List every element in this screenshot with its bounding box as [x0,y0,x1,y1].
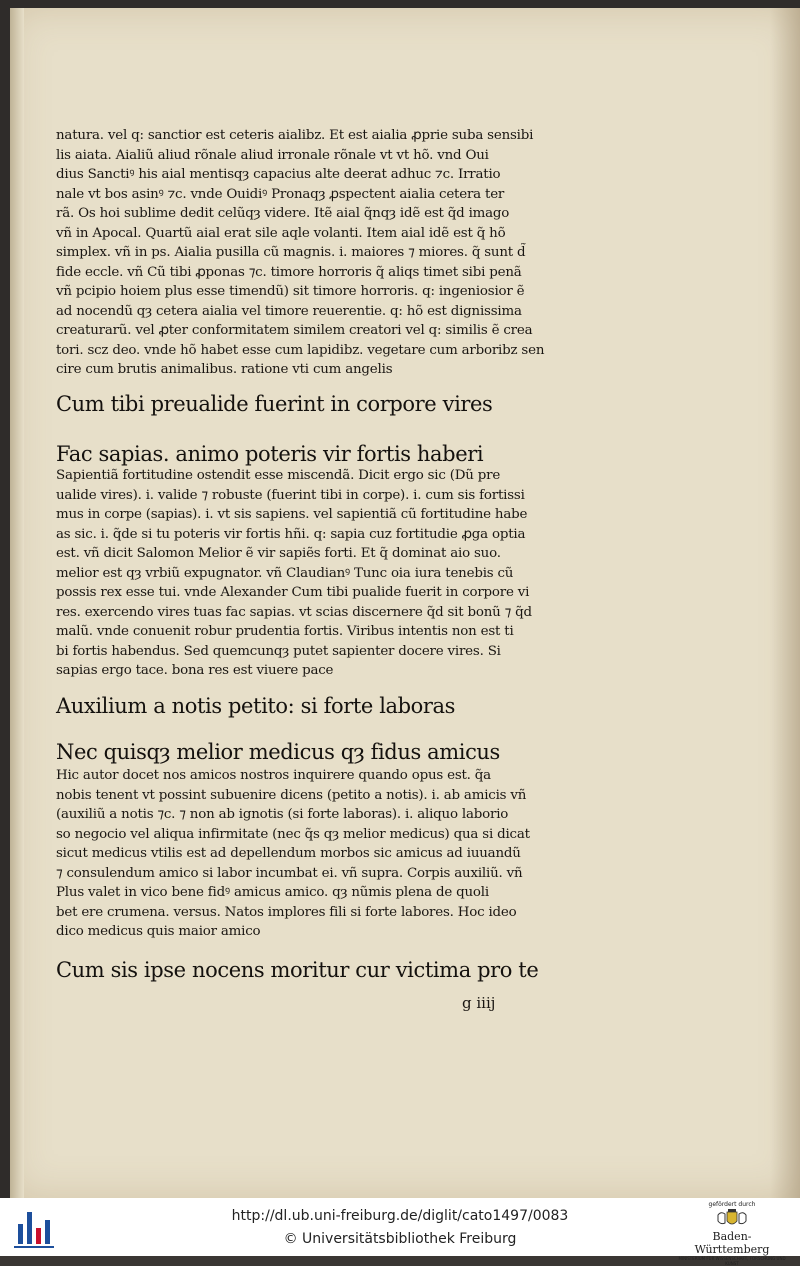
text-line: sapias ergo tace. bona res est viuere pace [56,663,334,678]
text-line: lis aiata. Aialiũ aliud rõnale aliud irronale rõnale vt vt hõ. vnd Oui [56,147,489,163]
text-line: ad nocendũ qȝ cetera aialia vel timore reuerentie. q: hõ est dignissima [56,303,522,319]
text-line: nale vt bos asinꝰ ⁊c. vnde Ouidiꝰ Pronaqȝ ꝓspectent aialia cetera ter [56,186,505,202]
state-crest-icon [715,1209,749,1229]
verse-line: Cum sis ipse nocens moritur cur victima pro te [56,958,539,982]
verse-line: Auxilium a notis petito: si forte laboras [56,694,456,718]
text-line: dius Sanctiꝰ his aial mentisqȝ capacius alte deerat adhuc ⁊c. Irratio [56,167,501,182]
text-line: melior est qȝ vrbiũ expugnator. vñ Claudianꝰ Tunc oia iura tenebis cũ [56,565,514,581]
text-line: ⁊ consulendum amico si labor incumbat ei. vñ supra. Corpis auxiliũ. vñ [56,865,523,881]
text-line: fide eccle. vñ Cũ tibi ꝓponas ⁊c. timore horroris q̃ aliqs timet sibi penã [56,264,522,280]
text-line: vñ pcipio hoiem plus esse timendũ) sit timore horroris. q: ingeniosior ẽ [56,284,525,299]
funding-notice [678,1201,786,1266]
commentary-block-2 [56,466,576,681]
text-line: bet ere crumena. versus. Natos implores fili si forte labores. Hoc ideo [56,904,517,920]
permalink-url[interactable]: http://dl.ub.uni-freiburg.de/diglit/cato1497/0083 [231,1208,569,1224]
text-line: mus in corpe (sapias). i. vt sis sapiens. vel sapientiã cũ fortitudine habe [56,507,528,522]
text-line: nobis tenent vt possint subuenire dicens (petito a notis). i. ab amicis vñ [56,787,527,803]
text-line: simplex. vñ in ps. Aialia pusilla cũ magnis. i. maiores ⁊ miores. q̃ sunt d̃ [56,245,526,260]
text-line: cire cum brutis animalibus. ratione vti cum angelis [56,362,393,377]
funding-label: gefördert durch [708,1201,756,1208]
text-line: bi fortis habendus. Sed quemcunqȝ putet sapienter docere vires. Si [56,643,501,659]
text-line: vñ in Apocal. Quartũ aial erat sile aqle volanti. Item aial idẽ est q̃ hõ [56,225,506,241]
verse-line: Cum tibi preualide fuerint in corpore vires [56,392,493,416]
text-line: sicut medicus vtilis est ad depellendum morbos sic amicus ad iuuandũ [56,846,521,861]
funding-ministry-name: MINISTERIUM FÜR WISSENSCHAFT, FORSCHUNG UND KUNST [678,1256,786,1266]
text-line: as sic. i. q̃de si tu poteris vir fortis hñi. q: sapia cuz fortitudie ꝓga optia [56,526,526,542]
copyright-text: © Universitätsbibliothek Freiburg [283,1231,517,1247]
text-line: Hic autor docet nos amicos nostros inquirere quando opus est. q̃a [56,768,491,783]
text-line: tori. scz deo. vnde hõ habet esse cum lapidibz. vegetare cum arboribz sen [56,342,545,358]
page-edge-shadow [770,8,800,1198]
text-line: creaturarũ. vel ꝓter conformitatem similem creatori vel q: similis ẽ crea [56,323,533,338]
commentary-block-1 [56,126,576,380]
text-line: possis rex esse tui. vnde Alexander Cum tibi pualide fuerit in corpore vi [56,585,530,600]
text-line: malũ. vnde conuenit robur prudentia fortis. Viribus intentis non est ti [56,624,514,639]
commentary-block-3 [56,766,576,942]
verse-line: Fac sapias. animo poteris vir fortis haberi [56,442,484,466]
verse-line: Nec quisqȝ melior medicus qȝ fidus amicus [56,740,500,764]
page-gutter-shadow [10,8,24,1198]
text-line: dico medicus quis maior amico [56,924,261,939]
text-line: rã. Os hoi sublime dedit celũqȝ videre. Itẽ aial q̃nqȝ idẽ est q̃d imago [56,206,510,221]
text-line: Plus valet in vico bene fidꝰ amicus amico. qȝ nũmis plena de quoli [56,885,489,900]
text-line: res. exercendo vires tuas fac sapias. vt scias discernere q̃d sit bonũ ⁊ q̃d [56,604,532,620]
signature-mark: g iiij [462,994,496,1012]
book-page [10,8,800,1198]
viewer-footer [0,1198,800,1266]
text-line: est. vñ dicit Salomon Melior ẽ vir sapiẽs forti. Et q̃ dominat aio suo. [56,546,501,561]
text-line: Sapientiã fortitudine ostendit esse miscendã. Dicit ergo sic (Dũ pre [56,468,501,483]
text-line: (auxiliũ a notis ⁊c. ⁊ non ab ignotis (si forte laboras). i. aliquo laborio [56,807,509,822]
text-line: natura. vel q: sanctior est ceteris aialibz. Et est aialia ꝓprie suba sensibi [56,128,534,143]
text-line: ualide vires). i. valide ⁊ robuste (fuerint tibi in corpe). i. cum sis fortissi [56,487,525,503]
funding-state-name: Baden-Württemberg [694,1230,770,1256]
text-line: so negocio vel aliqua infirmitate (nec q̃s qȝ melior medicus) qua si dicat [56,826,530,842]
